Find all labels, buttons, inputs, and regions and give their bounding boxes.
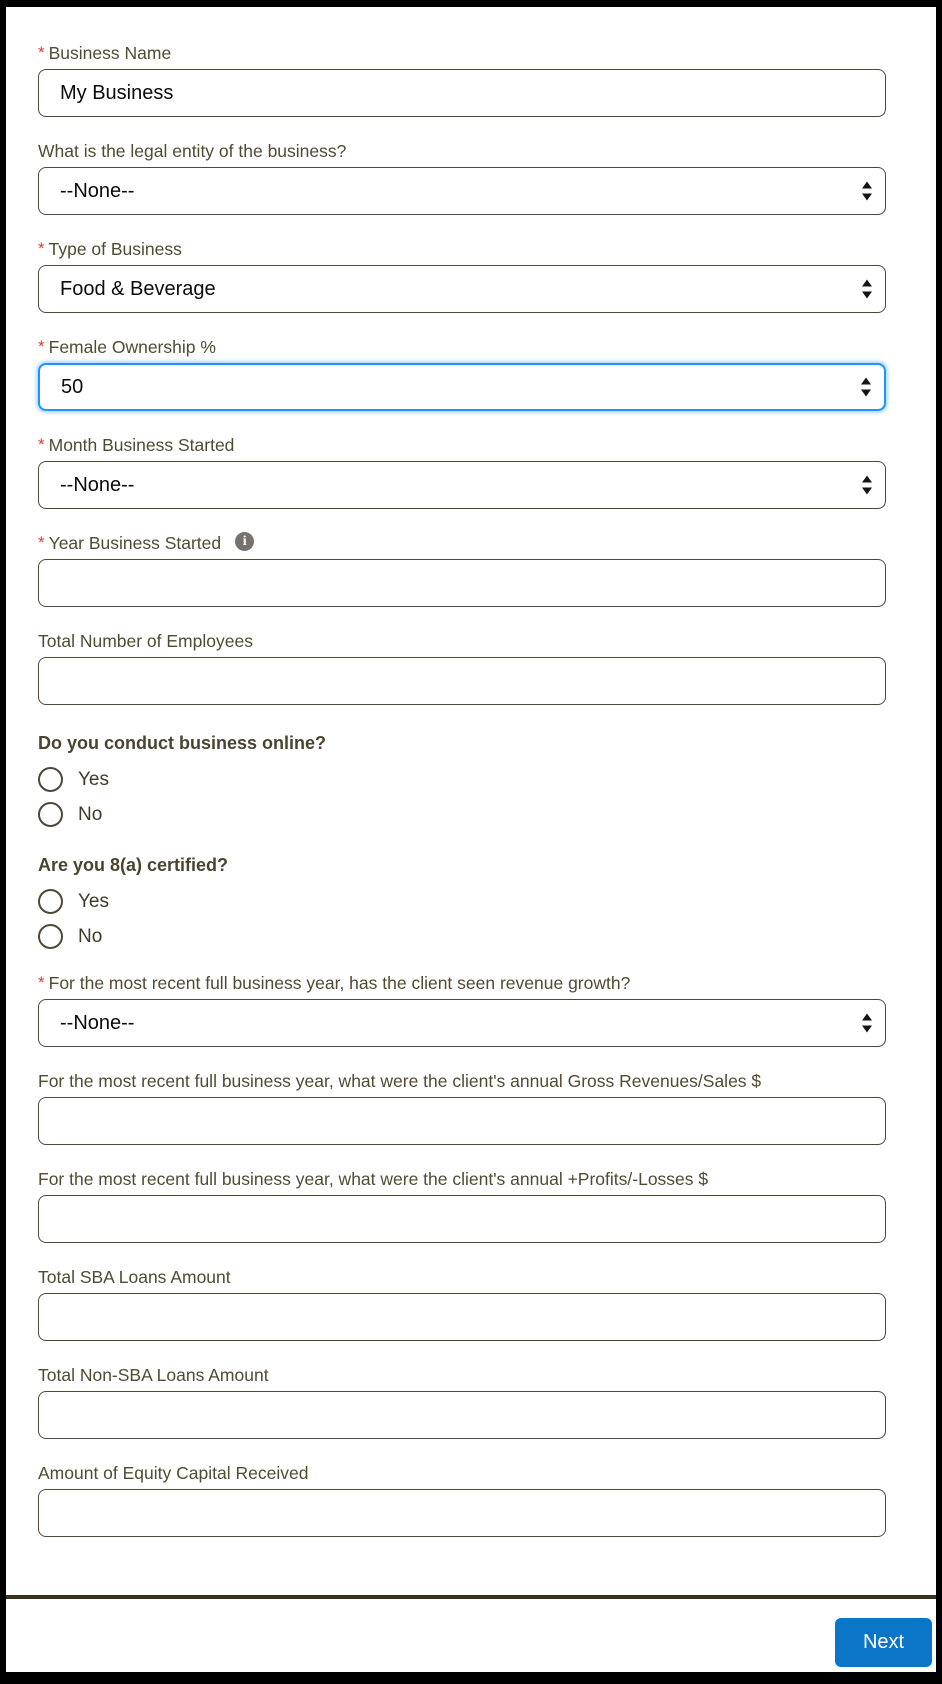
month-started-select-value: --None--	[60, 474, 135, 496]
female-ownership-field	[38, 363, 886, 411]
select-spinner-icon[interactable]	[862, 280, 872, 299]
revenue-growth-label: For the most recent full business year, has the client seen revenue growth?	[48, 973, 631, 993]
gross-revenues-label: For the most recent full business year, what were the client's annual Gross Revenues/Sales $	[38, 1071, 762, 1091]
field-group-female-ownership	[38, 337, 886, 411]
certified-8a-question: Are you 8(a) certified?	[38, 855, 229, 875]
form-content	[6, 7, 936, 1595]
month-started-select[interactable]	[38, 461, 886, 509]
female-ownership-input[interactable]	[40, 365, 884, 409]
certified-8a-option-no[interactable]	[38, 924, 886, 949]
field-group-type-of-business	[38, 239, 886, 313]
business-online-question: Do you conduct business online?	[38, 733, 327, 753]
select-spinner-icon[interactable]	[862, 476, 872, 495]
field-group-revenue-growth	[38, 973, 886, 1047]
field-group-equity-capital	[38, 1463, 886, 1537]
radio-option-label: Yes	[78, 769, 109, 790]
business-name-label: Business Name	[48, 43, 172, 63]
form-page	[6, 7, 936, 1672]
employees-input[interactable]	[39, 658, 885, 704]
radio-option-label: Yes	[78, 891, 109, 912]
non-sba-loans-label: Total Non-SBA Loans Amount	[38, 1365, 269, 1385]
next-button[interactable]: Next	[835, 1618, 932, 1667]
radio-group-8a-certified	[38, 855, 886, 949]
radio-circle[interactable]	[38, 767, 63, 792]
revenue-growth-select[interactable]	[38, 999, 886, 1047]
year-started-input[interactable]	[39, 560, 885, 606]
profits-losses-label: For the most recent full business year, what were the client's annual +Profits/-Losses $	[38, 1169, 709, 1189]
profits-losses-input[interactable]	[39, 1196, 885, 1242]
sba-loans-label: Total SBA Loans Amount	[38, 1267, 231, 1287]
equity-capital-label: Amount of Equity Capital Received	[38, 1463, 309, 1483]
required-asterisk: *	[38, 973, 45, 992]
field-group-gross-revenues	[38, 1071, 886, 1145]
legal-entity-label: What is the legal entity of the business?	[38, 141, 347, 161]
legal-entity-select-value: --None--	[60, 180, 135, 202]
field-group-legal-entity	[38, 141, 886, 215]
business-online-option-yes[interactable]	[38, 767, 886, 792]
number-spinner-icon[interactable]	[861, 378, 871, 397]
required-asterisk: *	[38, 337, 45, 356]
employees-label: Total Number of Employees	[38, 631, 253, 651]
radio-circle[interactable]	[38, 802, 63, 827]
field-group-profits-losses	[38, 1169, 886, 1243]
field-group-employees	[38, 631, 886, 705]
year-started-label: Year Business Started	[48, 533, 222, 553]
type-of-business-select[interactable]	[38, 265, 886, 313]
female-ownership-label: Female Ownership %	[48, 337, 216, 357]
field-group-non-sba-loans	[38, 1365, 886, 1439]
gross-revenues-input[interactable]	[39, 1098, 885, 1144]
business-online-option-no[interactable]	[38, 802, 886, 827]
revenue-growth-select-value: --None--	[60, 1012, 135, 1034]
radio-circle[interactable]	[38, 889, 63, 914]
field-group-month-started	[38, 435, 886, 509]
equity-capital-input[interactable]	[39, 1490, 885, 1536]
select-spinner-icon[interactable]	[862, 1014, 872, 1033]
required-asterisk: *	[38, 239, 45, 258]
required-asterisk: *	[38, 533, 45, 552]
info-icon[interactable]: i	[235, 532, 254, 551]
certified-8a-option-yes[interactable]	[38, 889, 886, 914]
radio-option-label: No	[78, 804, 103, 825]
month-started-label: Month Business Started	[48, 435, 235, 455]
radio-circle[interactable]	[38, 924, 63, 949]
required-asterisk: *	[38, 435, 45, 454]
radio-group-business-online	[38, 733, 886, 827]
business-name-input[interactable]	[39, 70, 885, 116]
radio-option-label: No	[78, 926, 103, 947]
non-sba-loans-input[interactable]	[39, 1392, 885, 1438]
field-group-year-started	[38, 533, 886, 607]
type-of-business-label: Type of Business	[48, 239, 182, 259]
select-spinner-icon[interactable]	[862, 182, 872, 201]
type-of-business-select-value: Food & Beverage	[60, 278, 216, 300]
sba-loans-input[interactable]	[39, 1294, 885, 1340]
footer-bar	[6, 1595, 936, 1672]
field-group-business-name	[38, 43, 886, 117]
legal-entity-select[interactable]	[38, 167, 886, 215]
field-group-sba-loans	[38, 1267, 886, 1341]
required-asterisk: *	[38, 43, 45, 62]
